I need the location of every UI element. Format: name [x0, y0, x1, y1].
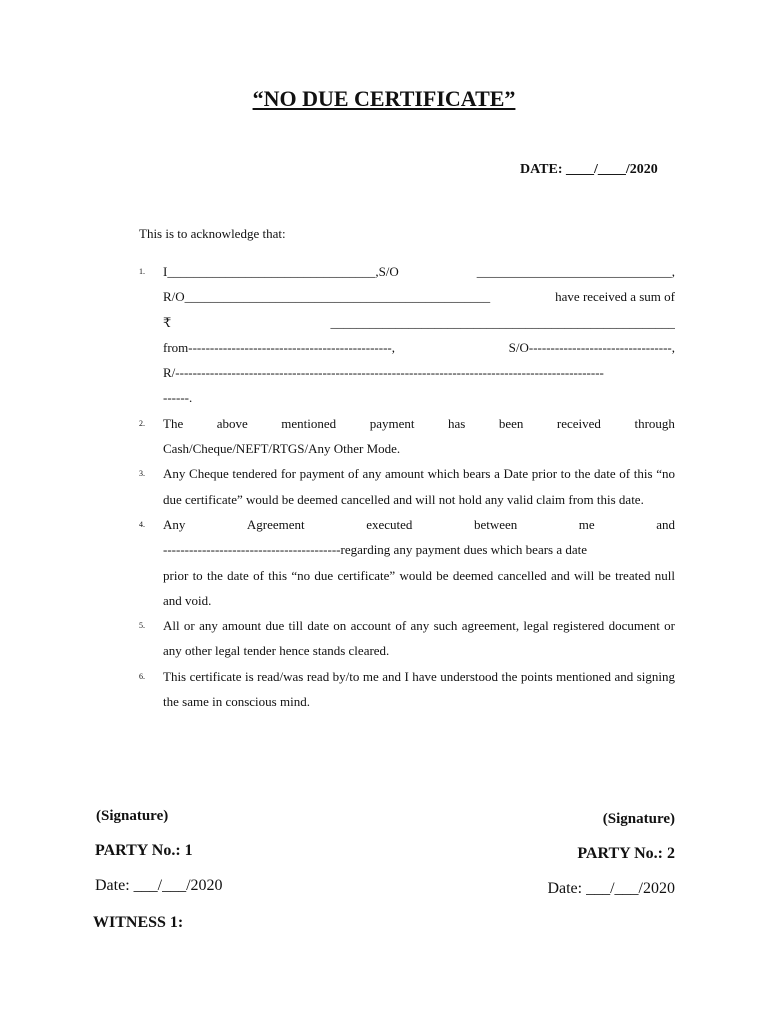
party-1-signature: (Signature)	[96, 808, 169, 824]
clause-line: R/---------------------------------------------------------------------------------------------------	[163, 365, 604, 381]
party-1-date: Date: ___/___/2020	[95, 877, 223, 894]
clause-line: Any Agreement executed between me and	[163, 516, 675, 532]
clause-line: from-----------------------------------------------, S/O---------------------------------,	[163, 339, 675, 355]
party-2-label: PARTY No.: 2	[577, 845, 675, 862]
clause-text: This certificate is read/was read by/to me and I have understood the points mentioned and signing the same in conscious mind.	[163, 668, 675, 710]
clause-item	[139, 461, 675, 512]
clause-item	[139, 664, 675, 715]
certificate-title: “NO DUE CERTIFICATE”	[252, 86, 516, 111]
clause-number: 5.	[139, 621, 145, 631]
certificate-date: DATE: ____/____/2020	[520, 162, 658, 177]
clause-text: prior to the date of this “no due certificate” would be deemed cancelled and will be treated null and void.	[163, 567, 675, 608]
clause-line: Cash/Cheque/NEFT/RTGS/Any Other Mode.	[163, 441, 401, 457]
party-1-label: PARTY No.: 1	[95, 842, 193, 859]
clause-line: R/O_______________________________________________ have received a sum of	[163, 289, 675, 305]
clause-number: 4.	[139, 519, 145, 529]
clause-line: -----------------------------------------regarding any payment dues which bears a date	[163, 542, 588, 558]
clause-line: I________________________________,S/O ______________________________,	[163, 264, 675, 279]
clause-list	[139, 259, 675, 714]
clause-number: 1.	[139, 267, 145, 276]
clause-line: ------.	[163, 390, 193, 406]
party-2-date: Date: ___/___/2020	[547, 880, 675, 897]
clause-text: Any Cheque tendered for payment of any amount which bears a Date prior to the date of this “no due certificate” would be deemed cancelled and will not hold any valid claim from this date.	[163, 466, 675, 507]
party-2-signature: (Signature)	[602, 811, 675, 827]
clause-item	[139, 259, 675, 411]
clause-number: 6.	[139, 671, 145, 681]
clause-number: 2.	[139, 418, 145, 428]
acknowledge-text: This is to acknowledge that:	[139, 226, 286, 241]
clause-item	[139, 512, 675, 613]
clause-number: 3.	[139, 469, 145, 479]
clause-line: ₹ _____________________________________________________	[163, 314, 675, 330]
clause-item	[139, 411, 675, 462]
clause-item	[139, 613, 675, 664]
clause-text: All or any amount due till date on account of any such agreement, legal registered document or any other legal tender hence stands cleared.	[163, 618, 675, 659]
clause-line: The above mentioned payment has been received through	[163, 415, 675, 431]
witness-1-label: WITNESS 1:	[93, 914, 184, 931]
